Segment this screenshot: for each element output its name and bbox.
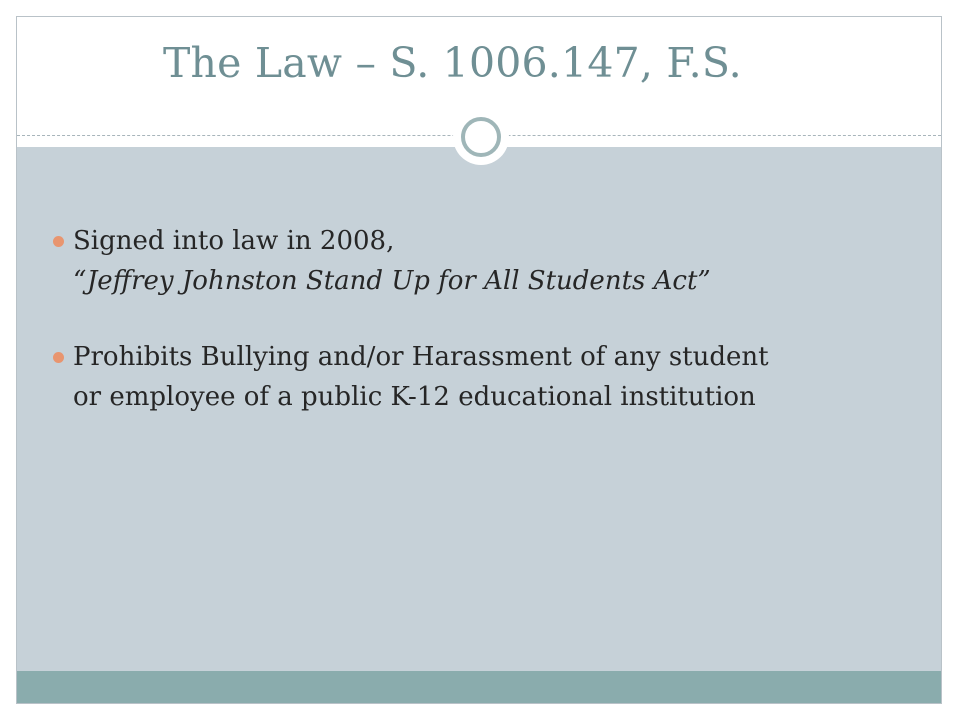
bullet-line-1: Signed into law in 2008, <box>73 226 395 256</box>
footer-band <box>17 671 941 704</box>
bullet-item <box>53 221 933 301</box>
bullet-line-1: Prohibits Bullying and/or Harassment of any student <box>73 342 769 372</box>
bullet-item <box>53 337 933 417</box>
bullet-list <box>53 221 933 453</box>
slide <box>16 16 942 704</box>
circle-ring-icon <box>453 109 509 165</box>
bullet-line-2: or employee of a public K-12 educational institution <box>73 382 756 412</box>
bullet-dot-icon <box>53 236 64 247</box>
slide-title: The Law – S. 1006.147, F.S. <box>163 39 742 87</box>
bullet-line-2: “Jeffrey Johnston Stand Up for All Students Act” <box>73 266 711 296</box>
bullet-dot-icon <box>53 352 64 363</box>
circle-ring-inner <box>461 117 501 157</box>
